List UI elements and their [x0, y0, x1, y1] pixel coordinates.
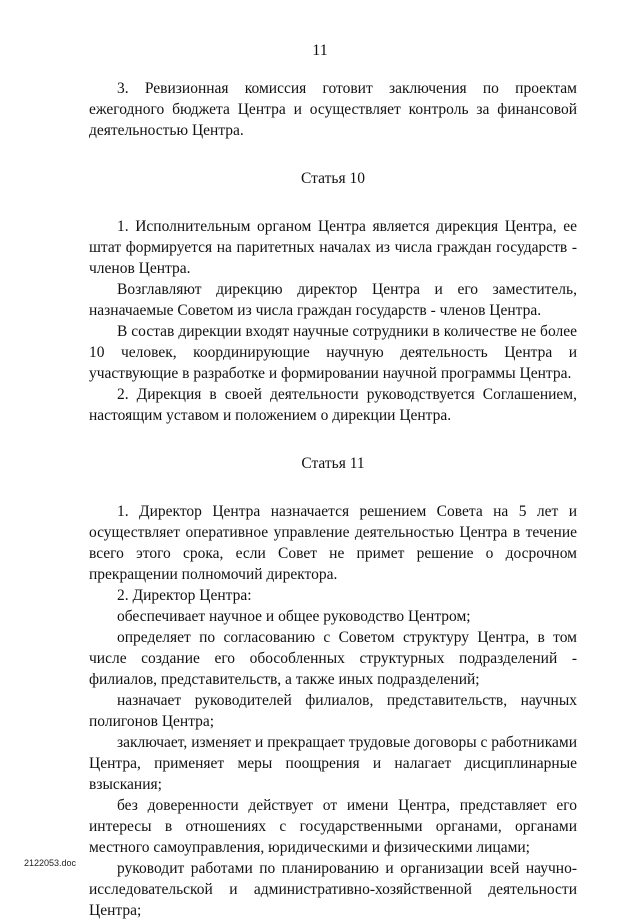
- article-10-heading: Статья 10: [301, 170, 365, 187]
- paragraph: Возглавляют дирекцию директор Центра и его заместитель, назначаемые Советом из числа граждан государств - членов Центра.: [89, 281, 577, 319]
- list-item: без доверенности действует от имени Центра, представляет его интересы в отношениях с государственными органами, органами местного самоуправления, юридическими и физическими лицами;: [89, 797, 577, 856]
- list-item: определяет по согласованию с Советом структуру Центра, в том числе создание его обособленных структурных подразделений - филиалов, представительств, а также иных подразделений;: [89, 629, 577, 688]
- footer-filename: 2122053.doc: [24, 858, 77, 868]
- paragraph: 3. Ревизионная комиссия готовит заключения по проектам ежегодного бюджета Центра и осуществляет контроль за финансовой деятельностью Центра.: [89, 80, 577, 139]
- paragraph: 2. Дирекция в своей деятельности руководствуется Соглашением, настоящим уставом и положением о дирекции Центра.: [89, 386, 577, 424]
- list-item: заключает, изменяет и прекращает трудовые договоры с работниками Центра, применяет меры поощрения и налагает дисциплинарные взыскания;: [89, 734, 577, 793]
- paragraph: В состав дирекции входят научные сотрудники в количестве не более 10 человек, координирующие научную деятельность Центра и участвующие в разработке и формировании научной программы Центра.: [89, 323, 577, 382]
- paragraph: 1. Исполнительным органом Центра является дирекция Центра, ее штат формируется на паритетных началах из числа граждан государств - членов Центра.: [89, 218, 577, 277]
- list-item: руководит работами по планированию и организации всей научно-исследовательской и административно-хозяйственной деятельности Центра;: [89, 860, 577, 919]
- article-11-heading: Статья 11: [301, 455, 365, 472]
- list-item: обеспечивает научное и общее руководство Центром;: [117, 608, 471, 625]
- list-item: назначает руководителей филиалов, представительств, научных полигонов Центра;: [89, 692, 577, 730]
- paragraph: 1. Директор Центра назначается решением Совета на 5 лет и осуществляет оперативное управление деятельностью Центра в течение всего этого срока, если Совет не примет решение о досрочном прекращении полномочий директора.: [89, 503, 577, 583]
- paragraph: 2. Директор Центра:: [117, 587, 252, 604]
- page-number: 11: [312, 42, 328, 59]
- document-body: [89, 78, 577, 921]
